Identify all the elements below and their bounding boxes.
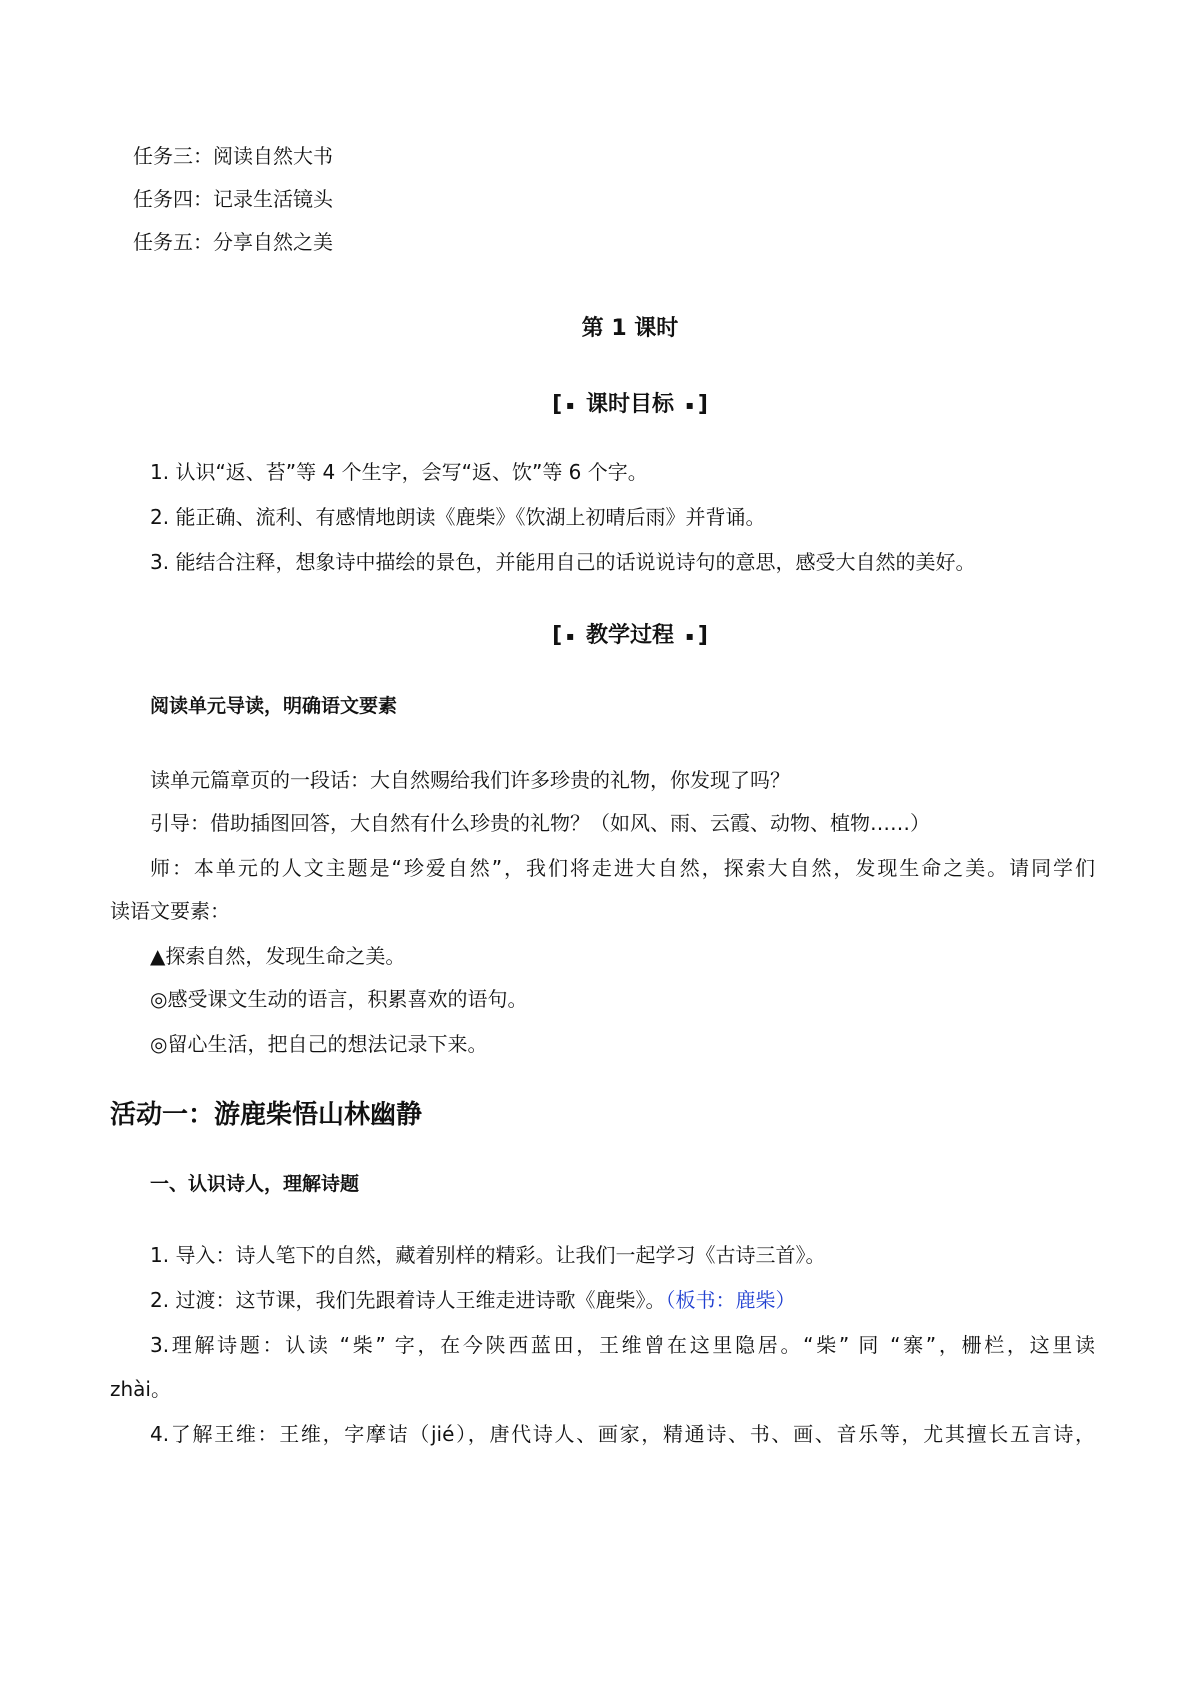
intro-paragraph-1: 读单元篇章页的一段话：大自然赐给我们许多珍贵的礼物，你发现了吗？ xyxy=(150,768,790,792)
bracket-close: ] xyxy=(697,623,708,648)
goal-item-3: 3. 能结合注释，想象诗中描绘的景色，并能用自己的话说说诗句的意思，感受大自然的美好。 xyxy=(150,550,976,574)
intro-paragraph-3-line-1: 师：本单元的人文主题是“珍爱自然”，我们将走进大自然，探索大自然，发现生命之美。请同学们 xyxy=(150,856,1095,880)
lesson-title: 第 1 课时 xyxy=(581,316,679,341)
activity-item-3-line-2: zhài。 xyxy=(110,1377,171,1401)
square-dot-icon: ▪ xyxy=(685,398,694,412)
bracket-close: ] xyxy=(697,392,708,417)
goal-item-2: 2. 能正确、流利、有感情地朗读《鹿柴》《饮湖上初晴后雨》并背诵。 xyxy=(150,505,766,529)
intro-heading: 阅读单元导读，明确语文要素 xyxy=(150,695,398,717)
square-dot-icon: ▪ xyxy=(685,629,694,643)
activity-item-2 xyxy=(150,1286,795,1314)
task-item-4: 任务四：记录生活镜头 xyxy=(133,187,333,211)
process-heading-label: 教学过程 xyxy=(585,623,674,648)
blackboard-note: （板书：鹿柴） xyxy=(665,1288,796,1312)
activity-item-4: 4.了解王维：王维，字摩诘（jié），唐代诗人、画家，精通诗、书、画、音乐等，尤其擅长五言诗， xyxy=(150,1422,1095,1446)
section-1-heading: 一、认识诗人，理解诗题 xyxy=(150,1173,360,1195)
square-dot-icon: ▪ xyxy=(566,398,575,412)
bracket-open: [ xyxy=(552,623,563,648)
element-item-1: ▲探索自然，发现生命之美。 xyxy=(150,944,406,968)
goals-heading-label: 课时目标 xyxy=(585,392,674,417)
goal-item-1: 1. 认识“返、苔”等 4 个生字，会写“返、饮”等 6 个字。 xyxy=(150,460,648,484)
intro-paragraph-2: 引导：借助插图回答，大自然有什么珍贵的礼物？（如风、雨、云霞、动物、植物……） xyxy=(150,811,930,835)
process-heading xyxy=(0,621,1200,651)
activity-item-3-line-1: 3.理解诗题：认读 “柴” 字，在今陕西蓝田，王维曾在这里隐居。“柴” 同 “寨”，栅栏，这里读 xyxy=(150,1333,1095,1357)
intro-paragraph-3-line-2: 读语文要素： xyxy=(110,899,230,923)
activity-item-1: 1. 导入：诗人笔下的自然，藏着别样的精彩。让我们一起学习《古诗三首》。 xyxy=(150,1243,826,1267)
element-item-2: ◎感受课文生动的语言，积累喜欢的语句。 xyxy=(150,987,528,1011)
square-dot-icon: ▪ xyxy=(566,629,575,643)
bracket-open: [ xyxy=(552,392,563,417)
goals-heading xyxy=(0,390,1200,420)
activity-title: 活动一：游鹿柴悟山林幽静 xyxy=(110,1100,423,1130)
element-item-3: ◎留心生活，把自己的想法记录下来。 xyxy=(150,1032,488,1056)
activity-item-2-text: 2. 过渡：这节课，我们先跟着诗人王维走进诗歌《鹿柴》。 xyxy=(150,1288,666,1312)
task-item-5: 任务五：分享自然之美 xyxy=(133,230,333,254)
task-item-3: 任务三：阅读自然大书 xyxy=(133,144,333,168)
